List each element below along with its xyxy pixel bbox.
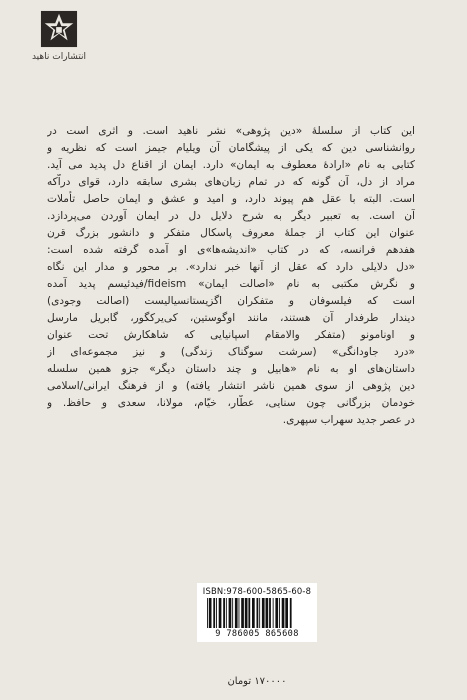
barcode-bar — [241, 598, 244, 628]
isbn-label: ISBN:978-600-5865-60-8 — [202, 586, 312, 596]
price-label: ۱۷۰۰۰۰ تومان — [227, 676, 287, 687]
barcode-bar — [216, 598, 217, 628]
barcode-bar — [269, 598, 271, 628]
star-in-square-icon — [40, 10, 78, 48]
barcode-bar — [273, 598, 274, 628]
publisher-logo-block — [20, 10, 98, 62]
blurb-line: کتابی به نام «ارادهٔ معطوف به ایمان» دارد. ایمان از اقناع دل پدید می آید. — [47, 159, 415, 171]
blurb-line: است. البته با عقل هم پیوند دارد، و امید و عشق و ایمان حاصل تأملات — [47, 193, 415, 205]
barcode-bar — [239, 598, 240, 628]
barcode-bar — [245, 598, 248, 628]
blurb-line: «دل دلایلی دارد که عقل از آنها خبر ندارد». بر محور و مدار این نگاه — [47, 261, 415, 273]
barcode-bar — [223, 598, 225, 628]
barcode-bar — [257, 598, 259, 628]
barcode-bar — [285, 598, 288, 628]
barcode-bars — [205, 598, 309, 628]
barcode-bar — [259, 598, 260, 628]
barcode-bar — [219, 598, 222, 628]
barcode-bar — [290, 598, 292, 628]
blurb-line: مراد از دل، آن گونه که در تمام زبان‌های بشری سابقه دارد، قوای دراّکه — [47, 176, 415, 188]
barcode-bar — [279, 598, 280, 628]
blurb-line: در عصر جدید سهراب سپهری. — [282, 414, 415, 426]
barcode-bar — [209, 598, 212, 628]
barcode-bar — [252, 598, 255, 628]
blurb-line: این کتاب از سلسلهٔ «دین پژوهی» نشر ناهید است. و اثری است در — [47, 125, 415, 137]
blurb-line: دیندار طرفدار آن هستند، مانند اوگوستین، کی‌یرکگور، گابریل مارسل — [47, 312, 415, 324]
blurb-line: «درد جاودانگی» (سرشت سوگناک زندگی) و نیز مجموعه‌ای از — [47, 346, 415, 358]
blurb-line: و نگرش مکتبی به نام «اصالت ایمان» fideism/فیدئیسم پدید آمده — [47, 278, 415, 290]
blurb-line: هفدهم فرانسه، که در کتاب «اندیشه‌ها»ی او آمده گرفته شده است: — [47, 244, 415, 256]
barcode-bar — [266, 598, 269, 628]
barcode-block — [197, 583, 317, 642]
barcode-bar — [262, 598, 265, 628]
publisher-name: انتشارات ناهید — [31, 52, 87, 62]
blurb-line: روانشناسی دین که یکی از پیشگامان آن ویلیام جیمز است که نظریه و — [47, 142, 415, 154]
barcode-bar — [282, 598, 285, 628]
barcode-bar — [275, 598, 278, 628]
barcode-bar — [232, 598, 233, 628]
barcode-bar — [248, 598, 250, 628]
blurb-text — [47, 123, 415, 429]
barcode-digits: 9 786005 865608 — [215, 629, 299, 639]
blurb-line: داستان‌های او به نام «هابیل و چند داستان دیگر» جزو همین سلسله — [47, 363, 415, 375]
blurb-line: آن است. به تعبیر دیگر به شرح دلایل دل در ایمان آوردن می‌پردازد. — [47, 210, 415, 222]
barcode-bar — [226, 598, 227, 628]
blurb-line: است که فیلسوفان و متفکران اگزیستانسیالیست (اصالت وجودی) — [47, 295, 415, 307]
barcode-bar — [235, 598, 238, 628]
barcode-bar — [229, 598, 232, 628]
blurb-line: دین پژوهی از سوی همین ناشر انتشار یافته) و از فرهنگ ایرانی/اسلامی — [47, 380, 415, 392]
blurb-line: عنوان این کتاب از جملهٔ معروف پاسکال متفکر و دانشور بزرگ قرن — [47, 227, 415, 239]
blurb-line: و اونامونو (متفکر والامقام اسپانیایی که شاهکارش تحت عنوان — [47, 329, 415, 341]
blurb-line: خودمان بزرگانی چون سنایی، عطّار، خیّام، مولانا، سعدی و حافظ. و — [47, 397, 415, 409]
barcode-bar — [213, 598, 215, 628]
barcode-bar — [207, 598, 208, 628]
